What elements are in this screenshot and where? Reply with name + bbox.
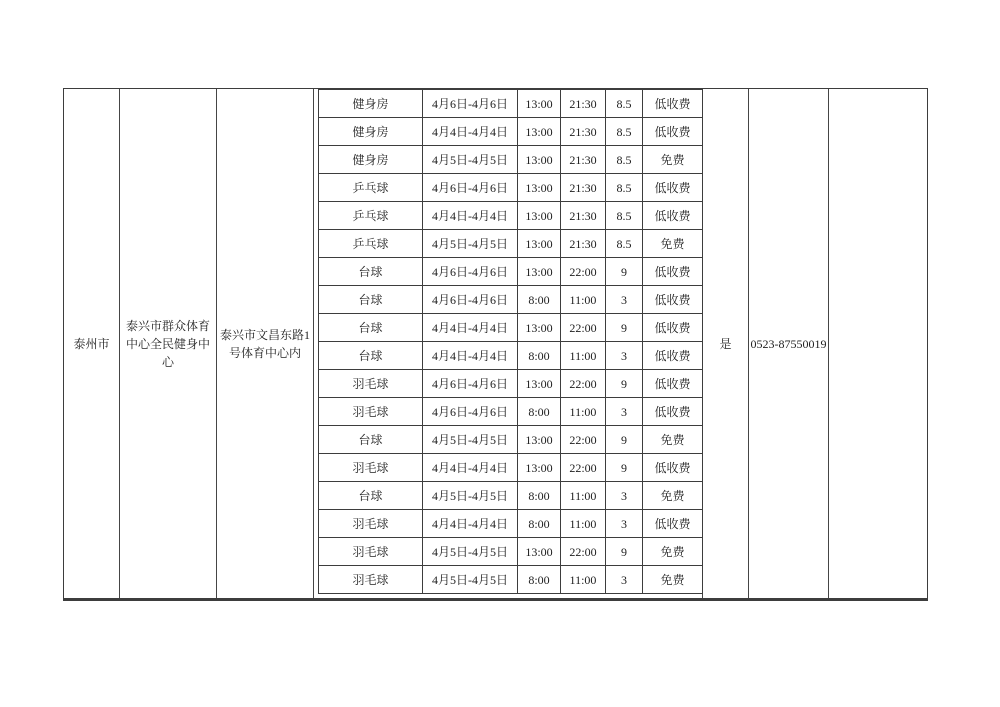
cell-fee-type: 免费 (643, 566, 703, 594)
cell-start-time: 13:00 (518, 146, 561, 174)
cell-start-time: 13:00 (518, 538, 561, 566)
cell-start-time: 13:00 (518, 202, 561, 230)
cell-price: 3 (606, 482, 643, 510)
cell-start-time: 13:00 (518, 230, 561, 258)
cell-end-time: 21:30 (561, 230, 606, 258)
cell-fee-type: 低收费 (643, 454, 703, 482)
cell-activity: 乒乓球 (319, 202, 423, 230)
cell-activity: 乒乓球 (319, 174, 423, 202)
cell-date-range: 4月5日-4月5日 (423, 426, 518, 454)
cell-price: 8.5 (606, 230, 643, 258)
cell-fee-type: 低收费 (643, 90, 703, 118)
cell-fee-type: 低收费 (643, 118, 703, 146)
cell-end-time: 11:00 (561, 286, 606, 314)
cell-start-time: 13:00 (518, 118, 561, 146)
cell-price: 9 (606, 454, 643, 482)
schedule-row (319, 202, 703, 230)
cell-fee-type: 免费 (643, 146, 703, 174)
cell-end-time: 11:00 (561, 482, 606, 510)
cell-date-range: 4月4日-4月4日 (423, 314, 518, 342)
cell-end-time: 22:00 (561, 258, 606, 286)
phone-cell: 0523-87550019 (749, 89, 829, 598)
cell-activity: 台球 (319, 342, 423, 370)
address-cell: 泰兴市文昌东路1号体育中心内 (217, 89, 314, 598)
cell-start-time: 8:00 (518, 398, 561, 426)
cell-end-time: 11:00 (561, 510, 606, 538)
cell-start-time: 8:00 (518, 482, 561, 510)
cell-date-range: 4月6日-4月6日 (423, 370, 518, 398)
cell-start-time: 13:00 (518, 258, 561, 286)
cell-activity: 羽毛球 (319, 398, 423, 426)
cell-end-time: 21:30 (561, 202, 606, 230)
cell-price: 3 (606, 566, 643, 594)
schedule-row (319, 342, 703, 370)
cell-activity: 台球 (319, 426, 423, 454)
cell-end-time: 22:00 (561, 314, 606, 342)
cell-end-time: 22:00 (561, 370, 606, 398)
cell-fee-type: 低收费 (643, 258, 703, 286)
cell-date-range: 4月4日-4月4日 (423, 342, 518, 370)
cell-fee-type: 免费 (643, 482, 703, 510)
notes-cell (829, 89, 927, 598)
cell-price: 9 (606, 314, 643, 342)
schedule-row (319, 314, 703, 342)
cell-price: 8.5 (606, 90, 643, 118)
schedule-row (319, 398, 703, 426)
cell-price: 8.5 (606, 146, 643, 174)
schedule-row (319, 258, 703, 286)
schedule-row (319, 454, 703, 482)
schedule-row (319, 370, 703, 398)
cell-date-range: 4月4日-4月4日 (423, 510, 518, 538)
schedule-row (319, 118, 703, 146)
schedule-row (319, 482, 703, 510)
schedule-row (319, 510, 703, 538)
cell-date-range: 4月5日-4月5日 (423, 538, 518, 566)
cell-price: 9 (606, 258, 643, 286)
cell-fee-type: 低收费 (643, 398, 703, 426)
cell-start-time: 13:00 (518, 370, 561, 398)
cell-start-time: 13:00 (518, 314, 561, 342)
cell-fee-type: 免费 (643, 426, 703, 454)
schedule-row (319, 286, 703, 314)
cell-fee-type: 低收费 (643, 342, 703, 370)
cell-activity: 台球 (319, 482, 423, 510)
cell-fee-type: 低收费 (643, 286, 703, 314)
venue-name-cell: 泰兴市群众体育中心全民健身中心 (120, 89, 217, 598)
cell-price: 8.5 (606, 174, 643, 202)
city-cell: 泰州市 (64, 89, 120, 598)
schedule-row (319, 230, 703, 258)
cell-activity: 台球 (319, 258, 423, 286)
cell-activity: 羽毛球 (319, 454, 423, 482)
cell-end-time: 21:30 (561, 118, 606, 146)
cell-price: 8.5 (606, 202, 643, 230)
schedule-row (319, 174, 703, 202)
cell-start-time: 13:00 (518, 426, 561, 454)
cell-price: 3 (606, 286, 643, 314)
cell-activity: 羽毛球 (319, 538, 423, 566)
cell-activity: 羽毛球 (319, 370, 423, 398)
cell-start-time: 8:00 (518, 286, 561, 314)
schedule-body (319, 90, 703, 594)
cell-fee-type: 低收费 (643, 370, 703, 398)
cell-fee-type: 低收费 (643, 314, 703, 342)
facility-schedule-table (63, 88, 928, 601)
cell-date-range: 4月6日-4月6日 (423, 90, 518, 118)
cell-date-range: 4月4日-4月4日 (423, 118, 518, 146)
cell-end-time: 22:00 (561, 454, 606, 482)
cell-date-range: 4月6日-4月6日 (423, 174, 518, 202)
schedule-row (319, 426, 703, 454)
cell-end-time: 21:30 (561, 90, 606, 118)
cell-start-time: 8:00 (518, 566, 561, 594)
cell-end-time: 21:30 (561, 146, 606, 174)
cell-activity: 羽毛球 (319, 566, 423, 594)
cell-activity: 健身房 (319, 146, 423, 174)
cell-fee-type: 免费 (643, 538, 703, 566)
cell-fee-type: 免费 (643, 230, 703, 258)
cell-end-time: 22:00 (561, 538, 606, 566)
cell-price: 9 (606, 538, 643, 566)
cell-fee-type: 低收费 (643, 202, 703, 230)
schedule-row (319, 566, 703, 594)
cell-activity: 台球 (319, 314, 423, 342)
cell-date-range: 4月6日-4月6日 (423, 258, 518, 286)
cell-price: 8.5 (606, 118, 643, 146)
cell-price: 3 (606, 342, 643, 370)
cell-price: 9 (606, 426, 643, 454)
cell-end-time: 21:30 (561, 174, 606, 202)
cell-price: 9 (606, 370, 643, 398)
cell-date-range: 4月5日-4月5日 (423, 566, 518, 594)
cell-start-time: 13:00 (518, 454, 561, 482)
cell-activity: 羽毛球 (319, 510, 423, 538)
cell-start-time: 8:00 (518, 342, 561, 370)
cell-activity: 健身房 (319, 118, 423, 146)
cell-date-range: 4月4日-4月4日 (423, 454, 518, 482)
cell-date-range: 4月6日-4月6日 (423, 398, 518, 426)
cell-start-time: 8:00 (518, 510, 561, 538)
cell-end-time: 11:00 (561, 566, 606, 594)
cell-end-time: 11:00 (561, 398, 606, 426)
cell-activity: 乒乓球 (319, 230, 423, 258)
cell-fee-type: 低收费 (643, 174, 703, 202)
cell-activity: 健身房 (319, 90, 423, 118)
schedule-row (319, 538, 703, 566)
cell-end-time: 22:00 (561, 426, 606, 454)
cell-activity: 台球 (319, 286, 423, 314)
cell-date-range: 4月5日-4月5日 (423, 230, 518, 258)
schedule-grid (318, 89, 703, 594)
cell-date-range: 4月4日-4月4日 (423, 202, 518, 230)
schedule-row (319, 90, 703, 118)
schedule-area (314, 89, 703, 598)
cell-start-time: 13:00 (518, 174, 561, 202)
open-flag-cell: 是 (703, 89, 749, 598)
cell-end-time: 11:00 (561, 342, 606, 370)
cell-start-time: 13:00 (518, 90, 561, 118)
cell-price: 3 (606, 510, 643, 538)
cell-fee-type: 低收费 (643, 510, 703, 538)
schedule-row (319, 146, 703, 174)
cell-date-range: 4月5日-4月5日 (423, 482, 518, 510)
cell-price: 3 (606, 398, 643, 426)
cell-date-range: 4月6日-4月6日 (423, 286, 518, 314)
cell-date-range: 4月5日-4月5日 (423, 146, 518, 174)
